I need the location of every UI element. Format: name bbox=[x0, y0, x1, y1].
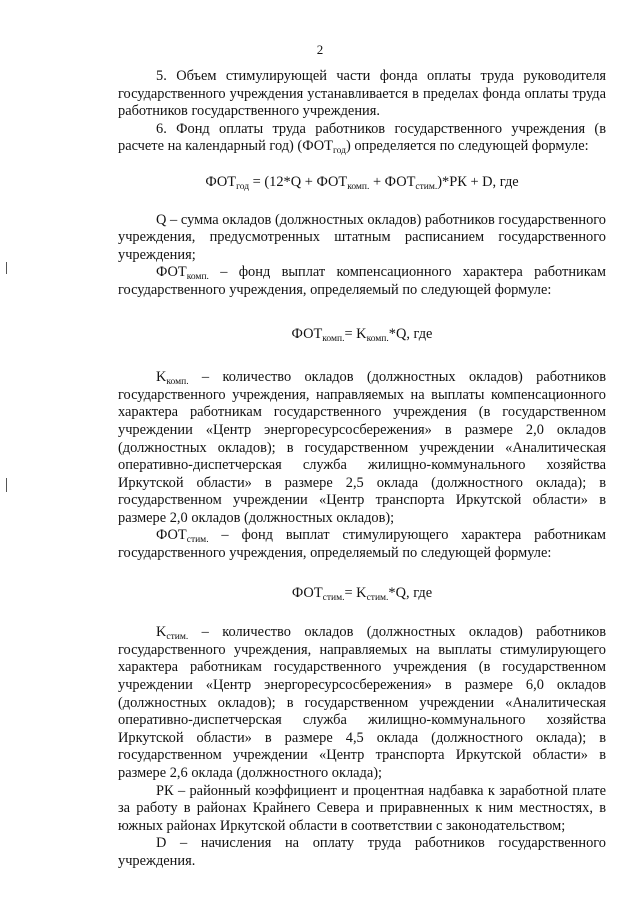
p6-subscript: год bbox=[332, 146, 346, 157]
formula-subscript: стим. bbox=[322, 592, 345, 603]
formula-term: = K bbox=[344, 584, 367, 601]
term-subscript: комп. bbox=[166, 377, 189, 388]
term: ФОТ bbox=[156, 264, 187, 281]
formula-term: + ФОТ bbox=[369, 173, 416, 190]
term: K bbox=[156, 369, 167, 386]
formula-term: = K bbox=[344, 325, 367, 342]
paragraph-5: 5. Объем стимулирующей части фонда оплаты труда руководителя государственного учреждения устанавливается в пределах фонда оплаты труда работников государственного учреждения. bbox=[118, 68, 606, 120]
p6-text-b: ) определяется по следующей формуле: bbox=[345, 138, 589, 155]
term: K bbox=[156, 624, 167, 641]
formula-term: = (12*Q + ФОТ bbox=[249, 173, 348, 190]
definition-fot-stim bbox=[118, 527, 606, 562]
definition-rk: РК – районный коэффициент и процентная надбавка к заработной плате за работу в районах Крайнего Севера и приравненных к ним местностях, в южных районах Иркутской области в соответствии с законодательством; bbox=[118, 782, 606, 834]
page-number: 2 bbox=[316, 42, 324, 57]
definition-k-stim bbox=[118, 624, 606, 782]
formula-term: ФОТ bbox=[291, 325, 323, 342]
formula-fot-year bbox=[118, 174, 606, 192]
formula-subscript: комп. bbox=[322, 333, 345, 344]
formula-fot-stim bbox=[118, 585, 606, 603]
definition-text: – фонд выплат стимулирующего характера работникам государственного учреждения, определяемый по следующей формуле: bbox=[118, 527, 606, 562]
formula-subscript: год bbox=[236, 181, 250, 192]
margin-mark bbox=[6, 262, 7, 274]
formula-subscript: стим. bbox=[415, 181, 438, 192]
definition-text: – количество окладов (должностных окладов) работников государственного учреждения, направляемых на выплаты стимулирующего характера работникам государственного учреждения (в государственном учреждении «Центр энергоресурсосбережения» в размере 6,0 окладов (должностных окладов); в государственном учреждении «Аналитическая оперативно-диспетчерская служба жилищно-коммунального хозяйства Иркутской области» в размере 4,5 оклада (должностного оклада); в государственном учреждении «Центр транспорта Иркутской области» в размере 2,6 оклада (должностного оклада); bbox=[118, 624, 606, 781]
term-subscript: комп. bbox=[186, 272, 209, 283]
formula-subscript: комп. bbox=[347, 181, 370, 192]
definition-text: – фонд выплат компенсационного характера работникам государственного учреждения, определяемый по следующей формуле: bbox=[118, 264, 606, 298]
document-body bbox=[118, 68, 606, 871]
definition-d: D – начисления на оплату труда работников государственного учреждения. bbox=[118, 835, 606, 869]
p6-text-a: 6. Фонд оплаты труда работников государственного учреждения (в расчете на календарный год) (ФОТ bbox=[118, 120, 606, 155]
term: ФОТ bbox=[156, 527, 187, 544]
formula-subscript: стим. bbox=[366, 592, 389, 603]
margin-mark bbox=[6, 478, 7, 492]
formula-term: )*РК + D, где bbox=[437, 173, 519, 190]
formula-term: *Q, где bbox=[388, 584, 433, 601]
formula-term: ФОТ bbox=[291, 584, 323, 601]
definition-fot-comp bbox=[118, 264, 606, 299]
paragraph-6 bbox=[118, 121, 606, 156]
definition-q: Q – сумма окладов (должностных окладов) работников государственного учреждения, предусмотренных штатным расписанием государственного учреждения; bbox=[118, 211, 606, 263]
definition-text: – количество окладов (должностных окладов) работников государственного учреждения, направляемых на выплаты компенсационного характера работникам государственного учреждения (в государственном учреждении «Центр энергоресурсосбережения» в размере 2,0 окладов (должностных окладов); в государственном учреждении «Аналитическая оперативно-диспетчерская служба жилищно-коммунального хозяйства Иркутской области» в размере 2,5 оклада (должностного оклада); в государственном учреждении «Центр транспорта Иркутской области» в размере 2,0 окладов (должностных окладов); bbox=[118, 369, 606, 526]
formula-fot-comp bbox=[118, 326, 606, 344]
formula-subscript: комп. bbox=[366, 333, 389, 344]
term-subscript: стим. bbox=[186, 535, 209, 546]
term-subscript: стим. bbox=[166, 632, 189, 643]
definition-k-comp bbox=[118, 369, 606, 527]
formula-term: *Q, где bbox=[388, 325, 433, 342]
formula-term: ФОТ bbox=[205, 173, 237, 190]
